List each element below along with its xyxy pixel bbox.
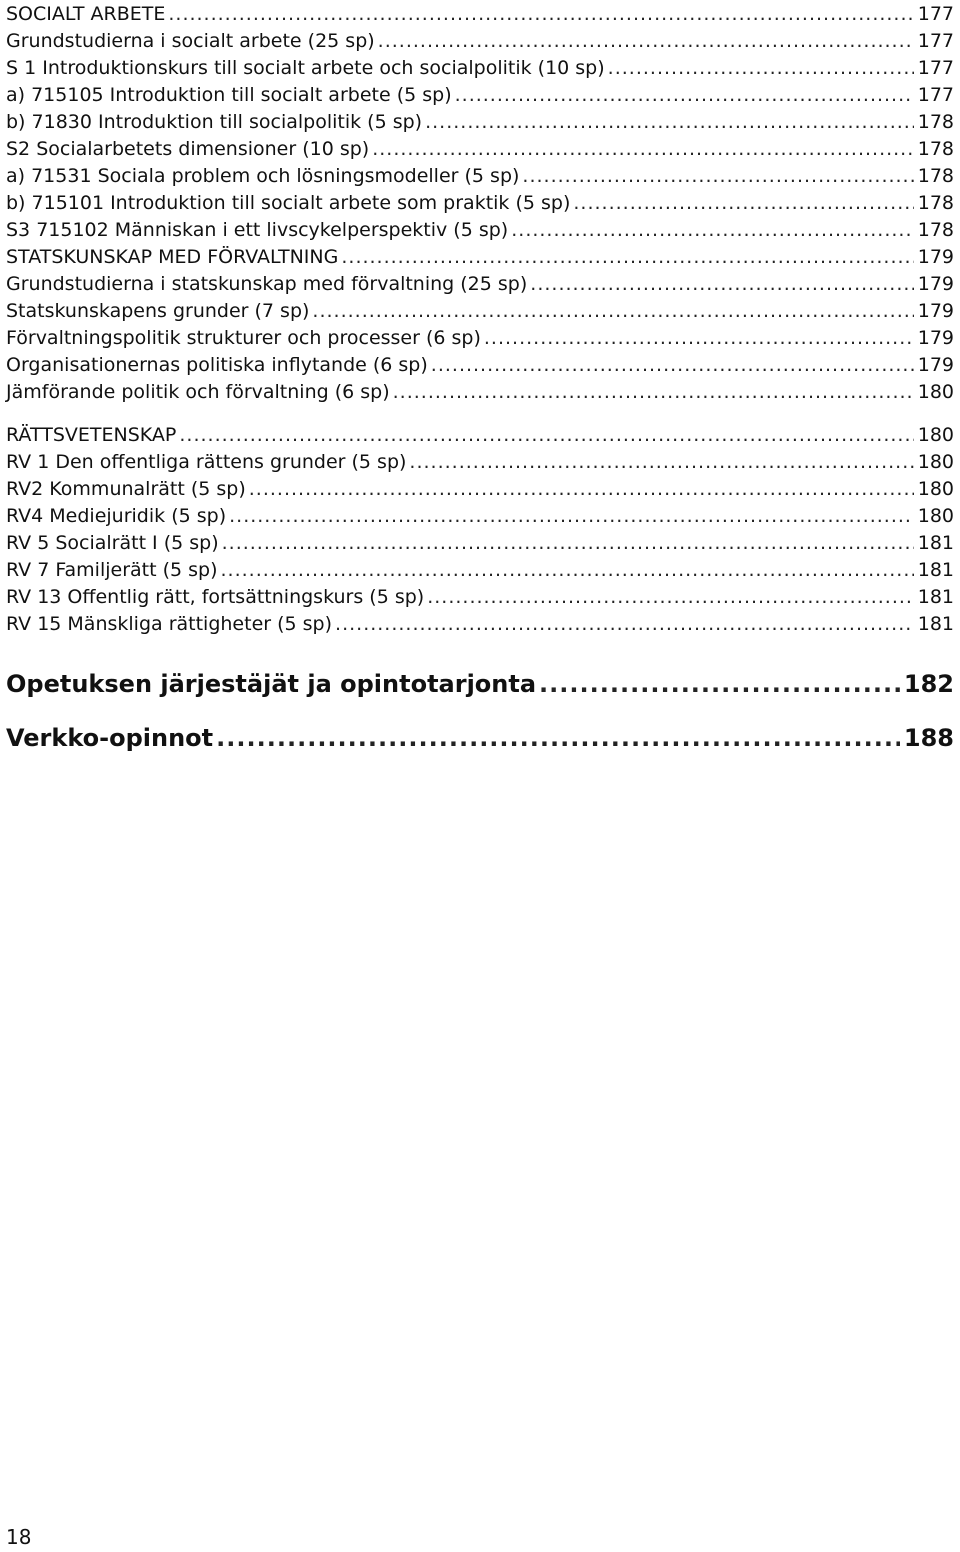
toc-entry-title: RV2 Kommunalrätt (5 sp) [6,478,246,500]
toc-entry-title: Grundstudierna i socialt arbete (25 sp) [6,30,375,52]
toc-entry-title: Organisationernas politiska inflytande (6 sp) [6,354,428,376]
toc-entry-title: Opetuksen järjestäjät ja opintotarjonta [6,670,537,698]
toc-entry-title: RV 1 Den offentliga rättens grunder (5 sp) [6,451,407,473]
toc-entry-page: 181 [917,559,954,581]
toc-entry [6,136,954,162]
leader-dots [378,28,914,54]
toc-entry-title: a) 715105 Introduktion till socialt arbete (5 sp) [6,84,452,106]
leader-dots [216,722,900,754]
toc-entry-page: 179 [917,300,954,322]
toc-entry-opetuksen-jarjestajat [6,668,954,700]
toc-entry-page: 178 [917,192,954,214]
toc-entry-title: RV 7 Familjerätt (5 sp) [6,559,218,581]
leader-dots [522,163,913,189]
toc-entry-statskunskap [6,244,954,270]
toc-entry-title: Statskunskapens grunder (7 sp) [6,300,310,322]
toc-entry-page: 179 [917,273,954,295]
toc-entry [6,271,954,297]
leader-dots [530,271,913,297]
toc-entry-title: RV 5 Socialrätt I (5 sp) [6,532,219,554]
leader-dots [393,379,914,405]
toc-entry [6,163,954,189]
toc-entry [6,530,954,556]
toc-entry-page: 177 [917,3,954,25]
toc-entry-page: 180 [917,381,954,403]
toc-entry-rattsvetenskap [6,422,954,448]
toc-entry [6,476,954,502]
toc-entry [6,584,954,610]
toc-entry-page: 179 [917,354,954,376]
toc-entry-page: 178 [917,165,954,187]
toc-entry-title: b) 71830 Introduktion till socialpolitik (5 sp) [6,111,423,133]
leader-dots [179,422,913,448]
toc-entry [6,298,954,324]
leader-dots [409,449,913,475]
toc-entry-page: 178 [917,138,954,160]
toc-entry-page: 180 [917,505,954,527]
toc-entry-page: 181 [917,532,954,554]
toc-entry-page: 188 [903,724,954,752]
toc-entry [6,325,954,351]
toc-entry-page: 178 [917,219,954,241]
leader-dots [372,136,914,162]
toc-entry [6,557,954,583]
toc-entry-page: 179 [917,327,954,349]
toc-entry [6,190,954,216]
toc-entry-title: RV 15 Mänskliga rättigheter (5 sp) [6,613,333,635]
toc-entry-title: S 1 Introduktionskurs till socialt arbete och socialpolitik (10 sp) [6,57,605,79]
toc-entry-verkko-opinnot [6,722,954,754]
toc-entry-page: 180 [917,424,954,446]
toc-entry-page: 181 [917,613,954,635]
toc-entry-page: 177 [917,57,954,79]
leader-dots [222,530,914,556]
toc-entry-page: 182 [903,670,954,698]
toc-entry-title: a) 71531 Sociala problem och lösningsmodeller (5 sp) [6,165,520,187]
toc-entry-title: RÄTTSVETENSKAP [6,424,177,446]
toc-entry-title: b) 715101 Introduktion till socialt arbete som praktik (5 sp) [6,192,571,214]
leader-dots [341,244,913,270]
toc-entry-title: S2 Socialarbetets dimensioner (10 sp) [6,138,370,160]
toc-entry [6,611,954,637]
toc-entry-page: 177 [917,30,954,52]
leader-dots [168,1,913,27]
leader-dots [229,503,914,529]
page-number: 18 [6,1525,32,1549]
leader-dots [573,190,913,216]
toc-entry [6,352,954,378]
toc-entry [6,503,954,529]
toc-entry-page: 181 [917,586,954,608]
leader-dots [431,352,914,378]
toc-entry [6,449,954,475]
toc-entry [6,82,954,108]
leader-dots [427,584,914,610]
toc-entry-page: 180 [917,478,954,500]
toc-entry [6,379,954,405]
leader-dots [484,325,914,351]
leader-dots [425,109,914,135]
toc-entry-title: Grundstudierna i statskunskap med förvaltning (25 sp) [6,273,528,295]
leader-dots [539,668,900,700]
toc-entry [6,217,954,243]
leader-dots [249,476,914,502]
leader-dots [312,298,913,324]
toc-entry-title: Verkko-opinnot [6,724,214,752]
toc-entry-title: RV4 Mediejuridik (5 sp) [6,505,227,527]
toc-entry [6,109,954,135]
toc-entry-page: 178 [917,111,954,133]
leader-dots [221,557,914,583]
toc-entry [6,28,954,54]
leader-dots [511,217,914,243]
toc-entry-title: S3 715102 Människan i ett livscykelperspektiv (5 sp) [6,219,509,241]
toc-entry [6,55,954,81]
leader-dots [608,55,914,81]
leader-dots [455,82,914,108]
toc-entry-socialt-arbete [6,1,954,27]
leader-dots [335,611,914,637]
toc-entry-page: 180 [917,451,954,473]
toc-entry-title: SOCIALT ARBETE [6,3,166,25]
toc-entry-page: 179 [917,246,954,268]
toc-entry-title: Förvaltningspolitik strukturer och processer (6 sp) [6,327,481,349]
toc-entry-title: RV 13 Offentlig rätt, fortsättningskurs (5 sp) [6,586,425,608]
toc-entry-title: Jämförande politik och förvaltning (6 sp) [6,381,390,403]
toc-entry-page: 177 [917,84,954,106]
toc-entry-title: STATSKUNSKAP MED FÖRVALTNING [6,246,339,268]
